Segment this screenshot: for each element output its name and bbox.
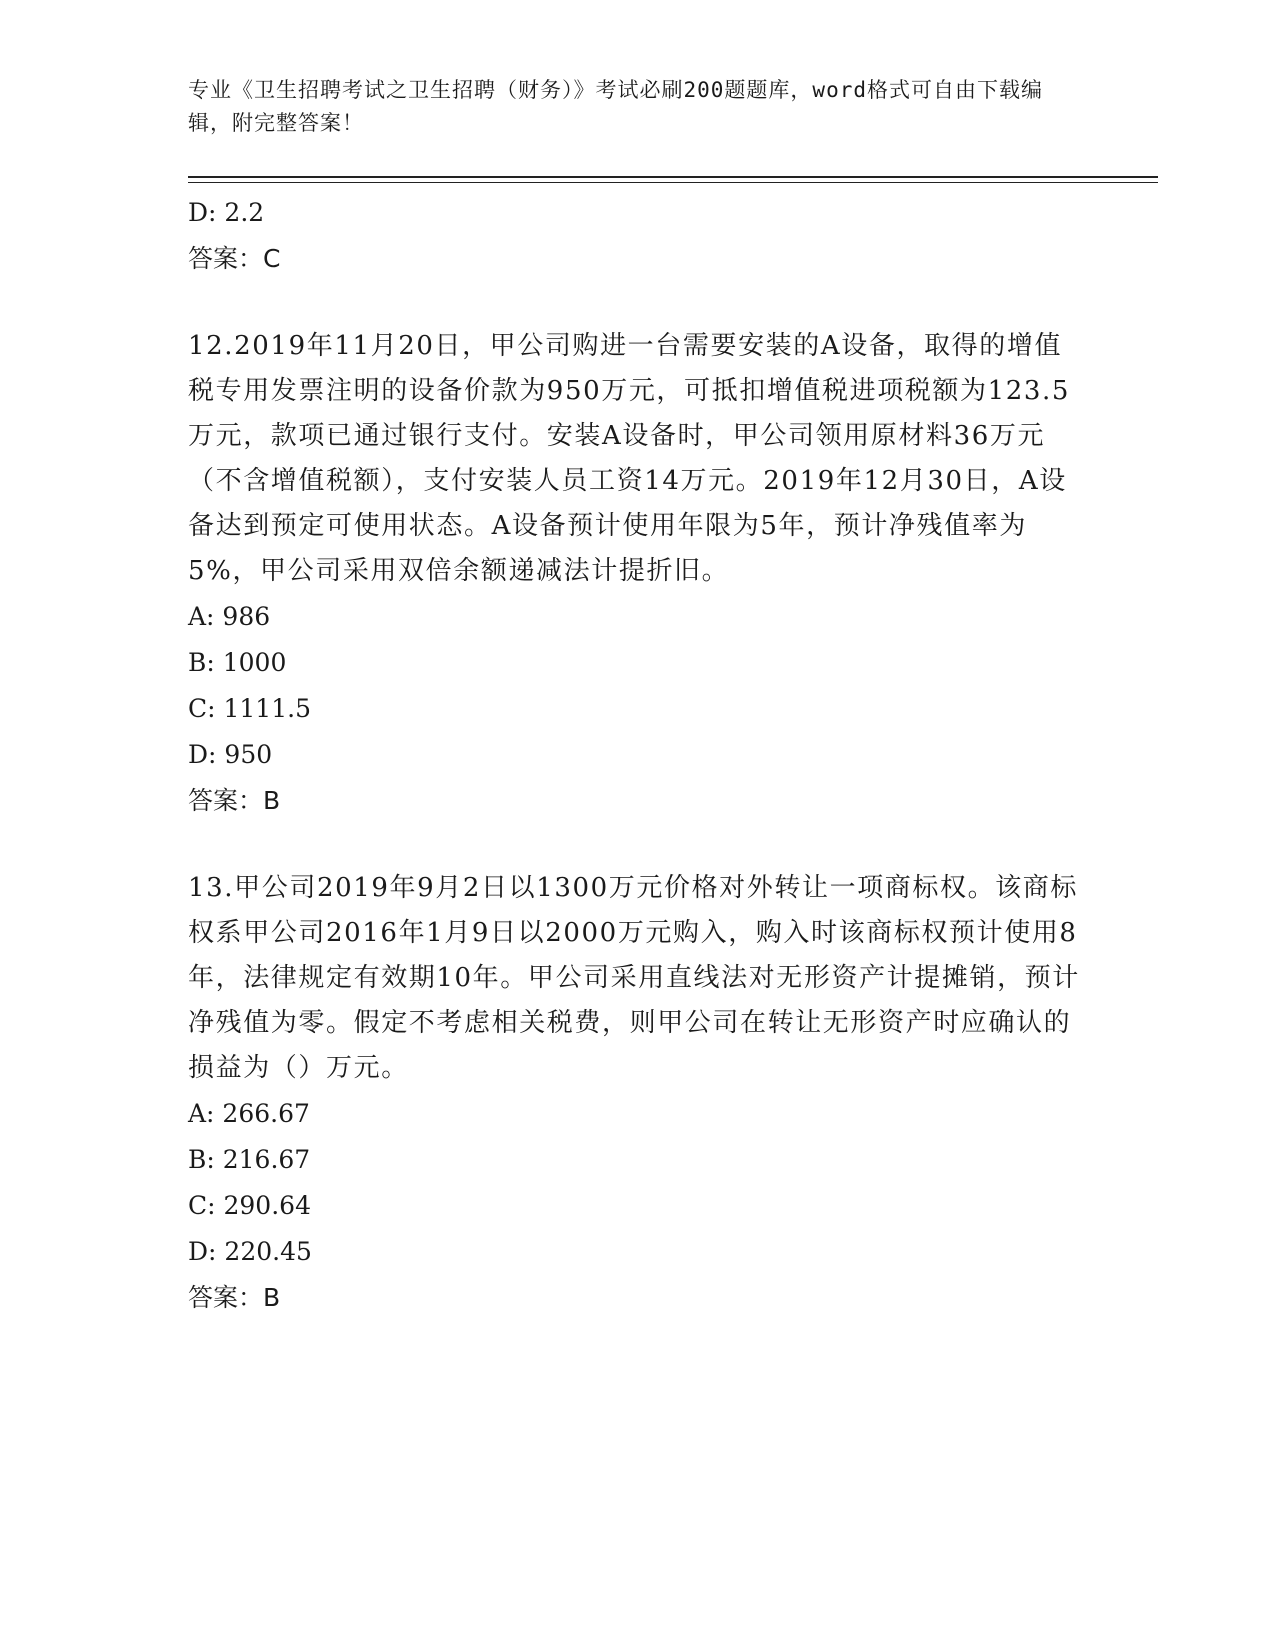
question-12-text: 12.2019年11月20日，甲公司购进一台需要安装的A设备，取得的增值税专用发票注明的设备价款为950万元，可抵扣增值税进项税额为123.5万元，款项已通过银行支付。安装A设备时，甲公司领用原材料36万元（不含增值税额），支付安装人员工资14万元。2019年12月30日，A设备达到预定可使用状态。A设备预计使用年限为5年，预计净残值率为5%，甲公司采用双倍余额递减法计提折旧。	[188, 331, 1071, 586]
prev-answer: 答案：C	[188, 244, 281, 273]
prev-option-d: D: 2.2	[188, 198, 265, 227]
q13-option-a: A: 266.67	[188, 1099, 310, 1128]
header-divider	[188, 176, 1158, 178]
q13-option-d: D: 220.45	[188, 1237, 312, 1266]
question-list	[188, 190, 1088, 1321]
q12-option-c: C: 1111.5	[188, 694, 311, 723]
q13-option-c: C: 290.64	[188, 1191, 311, 1220]
q13-answer: 答案：B	[188, 1283, 281, 1312]
q12-option-a: A: 986	[188, 602, 271, 631]
question-13-text: 13.甲公司2019年9月2日以1300万元价格对外转让一项商标权。该商标权系甲公司2016年1月9日以2000万元购入，购入时该商标权预计使用8年，法律规定有效期10年。甲公司采用直线法对无形资产计提摊销，预计净残值为零。假定不考虑相关税费，则甲公司在转让无形资产时应确认的损益为（）万元。	[188, 873, 1080, 1083]
q12-option-b: B: 1000	[188, 648, 287, 677]
header-divider-thin	[188, 182, 1158, 183]
document-header: 专业《卫生招聘考试之卫生招聘（财务）》考试必刷200题题库，word格式可自由下载编辑，附完整答案！	[188, 78, 1043, 135]
q13-option-b: B: 216.67	[188, 1145, 311, 1174]
q12-answer: 答案：B	[188, 786, 281, 815]
q12-option-d: D: 950	[188, 740, 273, 769]
